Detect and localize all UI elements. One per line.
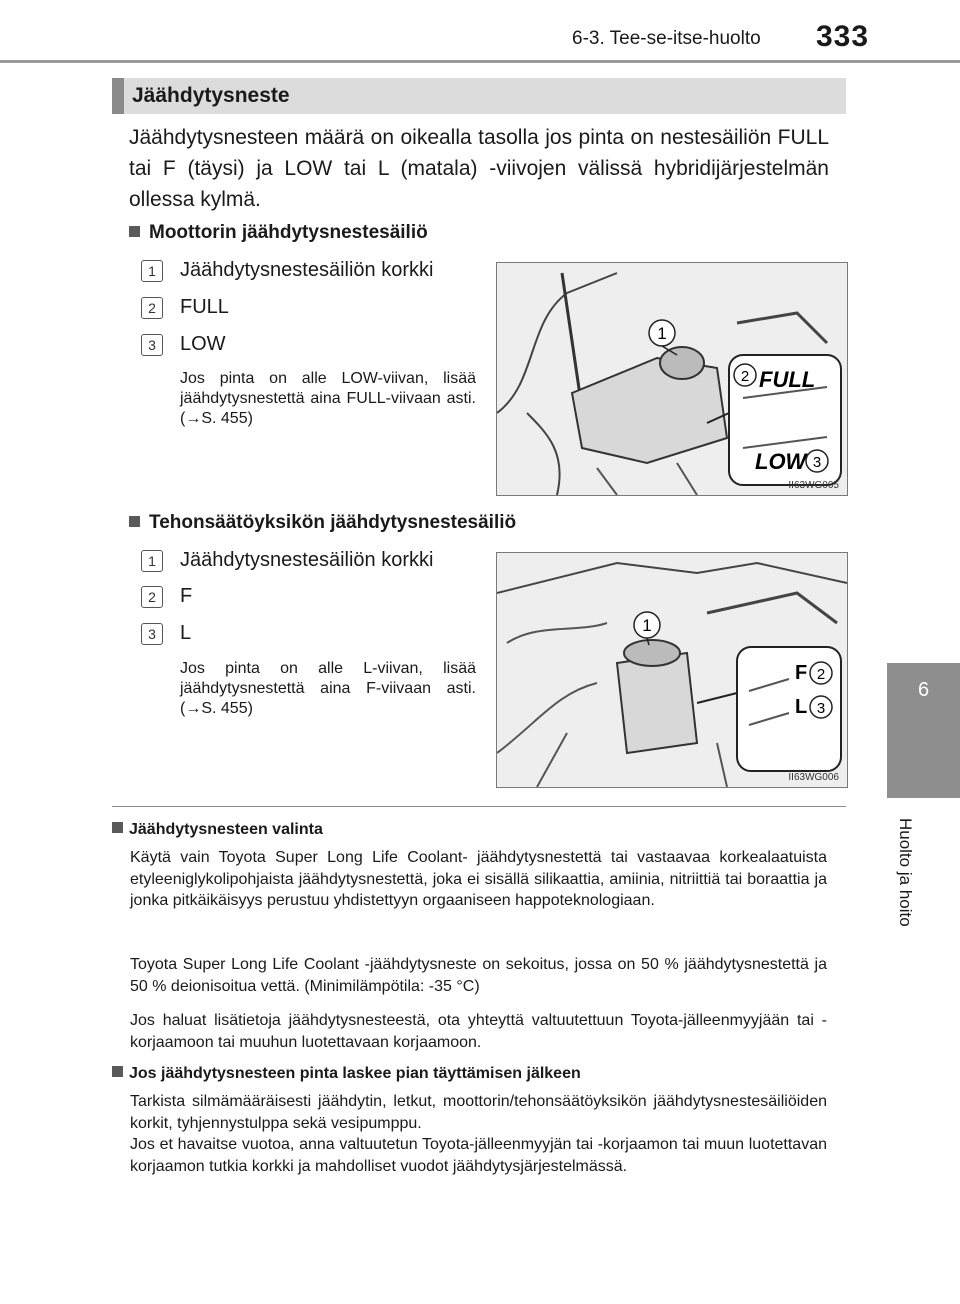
banner-accent: [112, 78, 124, 114]
level-drop-paragraph: Jos et havaitse vuotoa, anna valtuutetun Toyota-jälleenmyyjän tai -korjaamon tai muun luotettavan korjaamon tutkia korkki ja mahdolliset vuodot jäähdytysjärjestelmässä.: [130, 1136, 827, 1175]
section-title: 6-3. Tee-se-itse-huolto: [572, 28, 761, 49]
callout-3: 3: [816, 700, 826, 717]
intro-paragraph: Jäähdytysnesteen määrä on oikealla tasolla jos pinta on nestesäiliön FULL tai F (täysi) ja LOW tai L (matala) -viivojen välissä hybridijärjestelmän ollessa kylmä.: [129, 126, 829, 211]
section-banner: [112, 78, 846, 114]
header-rule: [0, 60, 960, 63]
coolant-selection-heading: [112, 821, 323, 839]
callout-1: 1: [642, 616, 652, 635]
list-item-label: Jäähdytysnestesäiliön korkki: [180, 259, 434, 281]
list-item-label: Jäähdytysnestesäiliön korkki: [180, 549, 434, 571]
chapter-title: Huolto ja hoito: [896, 818, 915, 927]
figure-code: II63WG006: [788, 772, 839, 783]
callout-2: 2: [816, 666, 826, 683]
chapter-title-vertical: [893, 818, 921, 998]
callout-2: 2: [740, 368, 750, 385]
callout-1: 1: [657, 324, 667, 343]
engine-tank-heading: [129, 222, 428, 244]
square-bullet-icon: [112, 1066, 123, 1077]
f-mark: F: [795, 662, 808, 684]
number-badge: 1: [141, 260, 163, 282]
level-drop-heading: [112, 1065, 581, 1083]
inverter-tank-heading: [129, 512, 516, 534]
engine-tank-note: Jos pinta on alle LOW-viivan, lisää jäähdytysnestettä aina FULL-viivaan asti. (→S. 455): [180, 370, 476, 427]
section-divider: [112, 806, 846, 807]
chapter-tab: [887, 663, 960, 798]
level-drop-heading-text: Jos jäähdytysnesteen pinta laskee pian täyttämisen jälkeen: [129, 1065, 581, 1082]
engine-tank-illustration: [496, 262, 848, 496]
full-mark: FULL: [759, 367, 816, 392]
coolant-selection-paragraph: Toyota Super Long Life Coolant -jäähdytysneste on sekoitus, jossa on 50 % jäähdytysnestettä ja 50 % deionisoitua vettä. (Minimilämpötila: -35 °C): [130, 956, 827, 995]
engine-bay-drawing: [497, 263, 847, 495]
list-item-label: L: [180, 622, 192, 644]
l-mark: L: [795, 696, 808, 718]
square-bullet-icon: [112, 822, 123, 833]
level-drop-paragraph: Tarkista silmämääräisesti jäähdytin, letkut, moottorin/tehonsäätöyksikön jäähdytysnestesäiliöiden korkit, tyhjennystulppa sekä vesipumppu.: [130, 1093, 827, 1132]
inverter-tank-heading-text: Tehonsäätöyksikön jäähdytysnestesäiliö: [149, 512, 517, 533]
number-badge: 3: [141, 334, 163, 356]
inverter-bay-drawing: [497, 553, 847, 787]
coolant-selection-paragraph: Käytä vain Toyota Super Long Life Coolant- jäähdytysnestettä tai vastaavaa korkealaatuista etyleeniglykolipohjaista jäähdytysnestettä, joka ei sisällä silikaattia, amiinia, nitriittiä tai boraattia ja jonka pitkäikäisyys perustuu yhdistettyyn orgaaniseen happoteknologiaan.: [130, 849, 827, 909]
engine-tank-heading-text: Moottorin jäähdytysnestesäiliö: [149, 222, 428, 243]
coolant-selection-heading-text: Jäähdytysnesteen valinta: [129, 821, 323, 838]
list-item-label: F: [180, 585, 193, 607]
inverter-tank-illustration: [496, 552, 848, 788]
inverter-tank-note: Jos pinta on alle L-viivan, lisää jäähdytysnestettä aina F-viivaan asti. (→S. 455): [180, 660, 476, 717]
number-badge: 2: [141, 586, 163, 608]
page-number: 333: [816, 20, 870, 53]
chapter-number: 6: [917, 679, 930, 701]
number-badge: 2: [141, 297, 163, 319]
number-badge: 3: [141, 623, 163, 645]
list-item-label: LOW: [180, 333, 226, 355]
callout-3: 3: [812, 454, 822, 471]
number-badge: 1: [141, 550, 163, 572]
figure-code: II63WG005: [788, 480, 839, 491]
coolant-selection-paragraph: Jos haluat lisätietoja jäähdytysnesteestä, ota yhteyttä valtuutettuun Toyota-jälleenmyyjään tai -korjaamoon tai muuhun luotettavaan korjaamoon.: [130, 1012, 827, 1051]
low-mark: LOW: [755, 449, 807, 474]
square-bullet-icon: [129, 226, 140, 237]
square-bullet-icon: [129, 516, 140, 527]
list-item-label: FULL: [180, 296, 229, 318]
banner-title: Jäähdytysneste: [132, 84, 290, 107]
